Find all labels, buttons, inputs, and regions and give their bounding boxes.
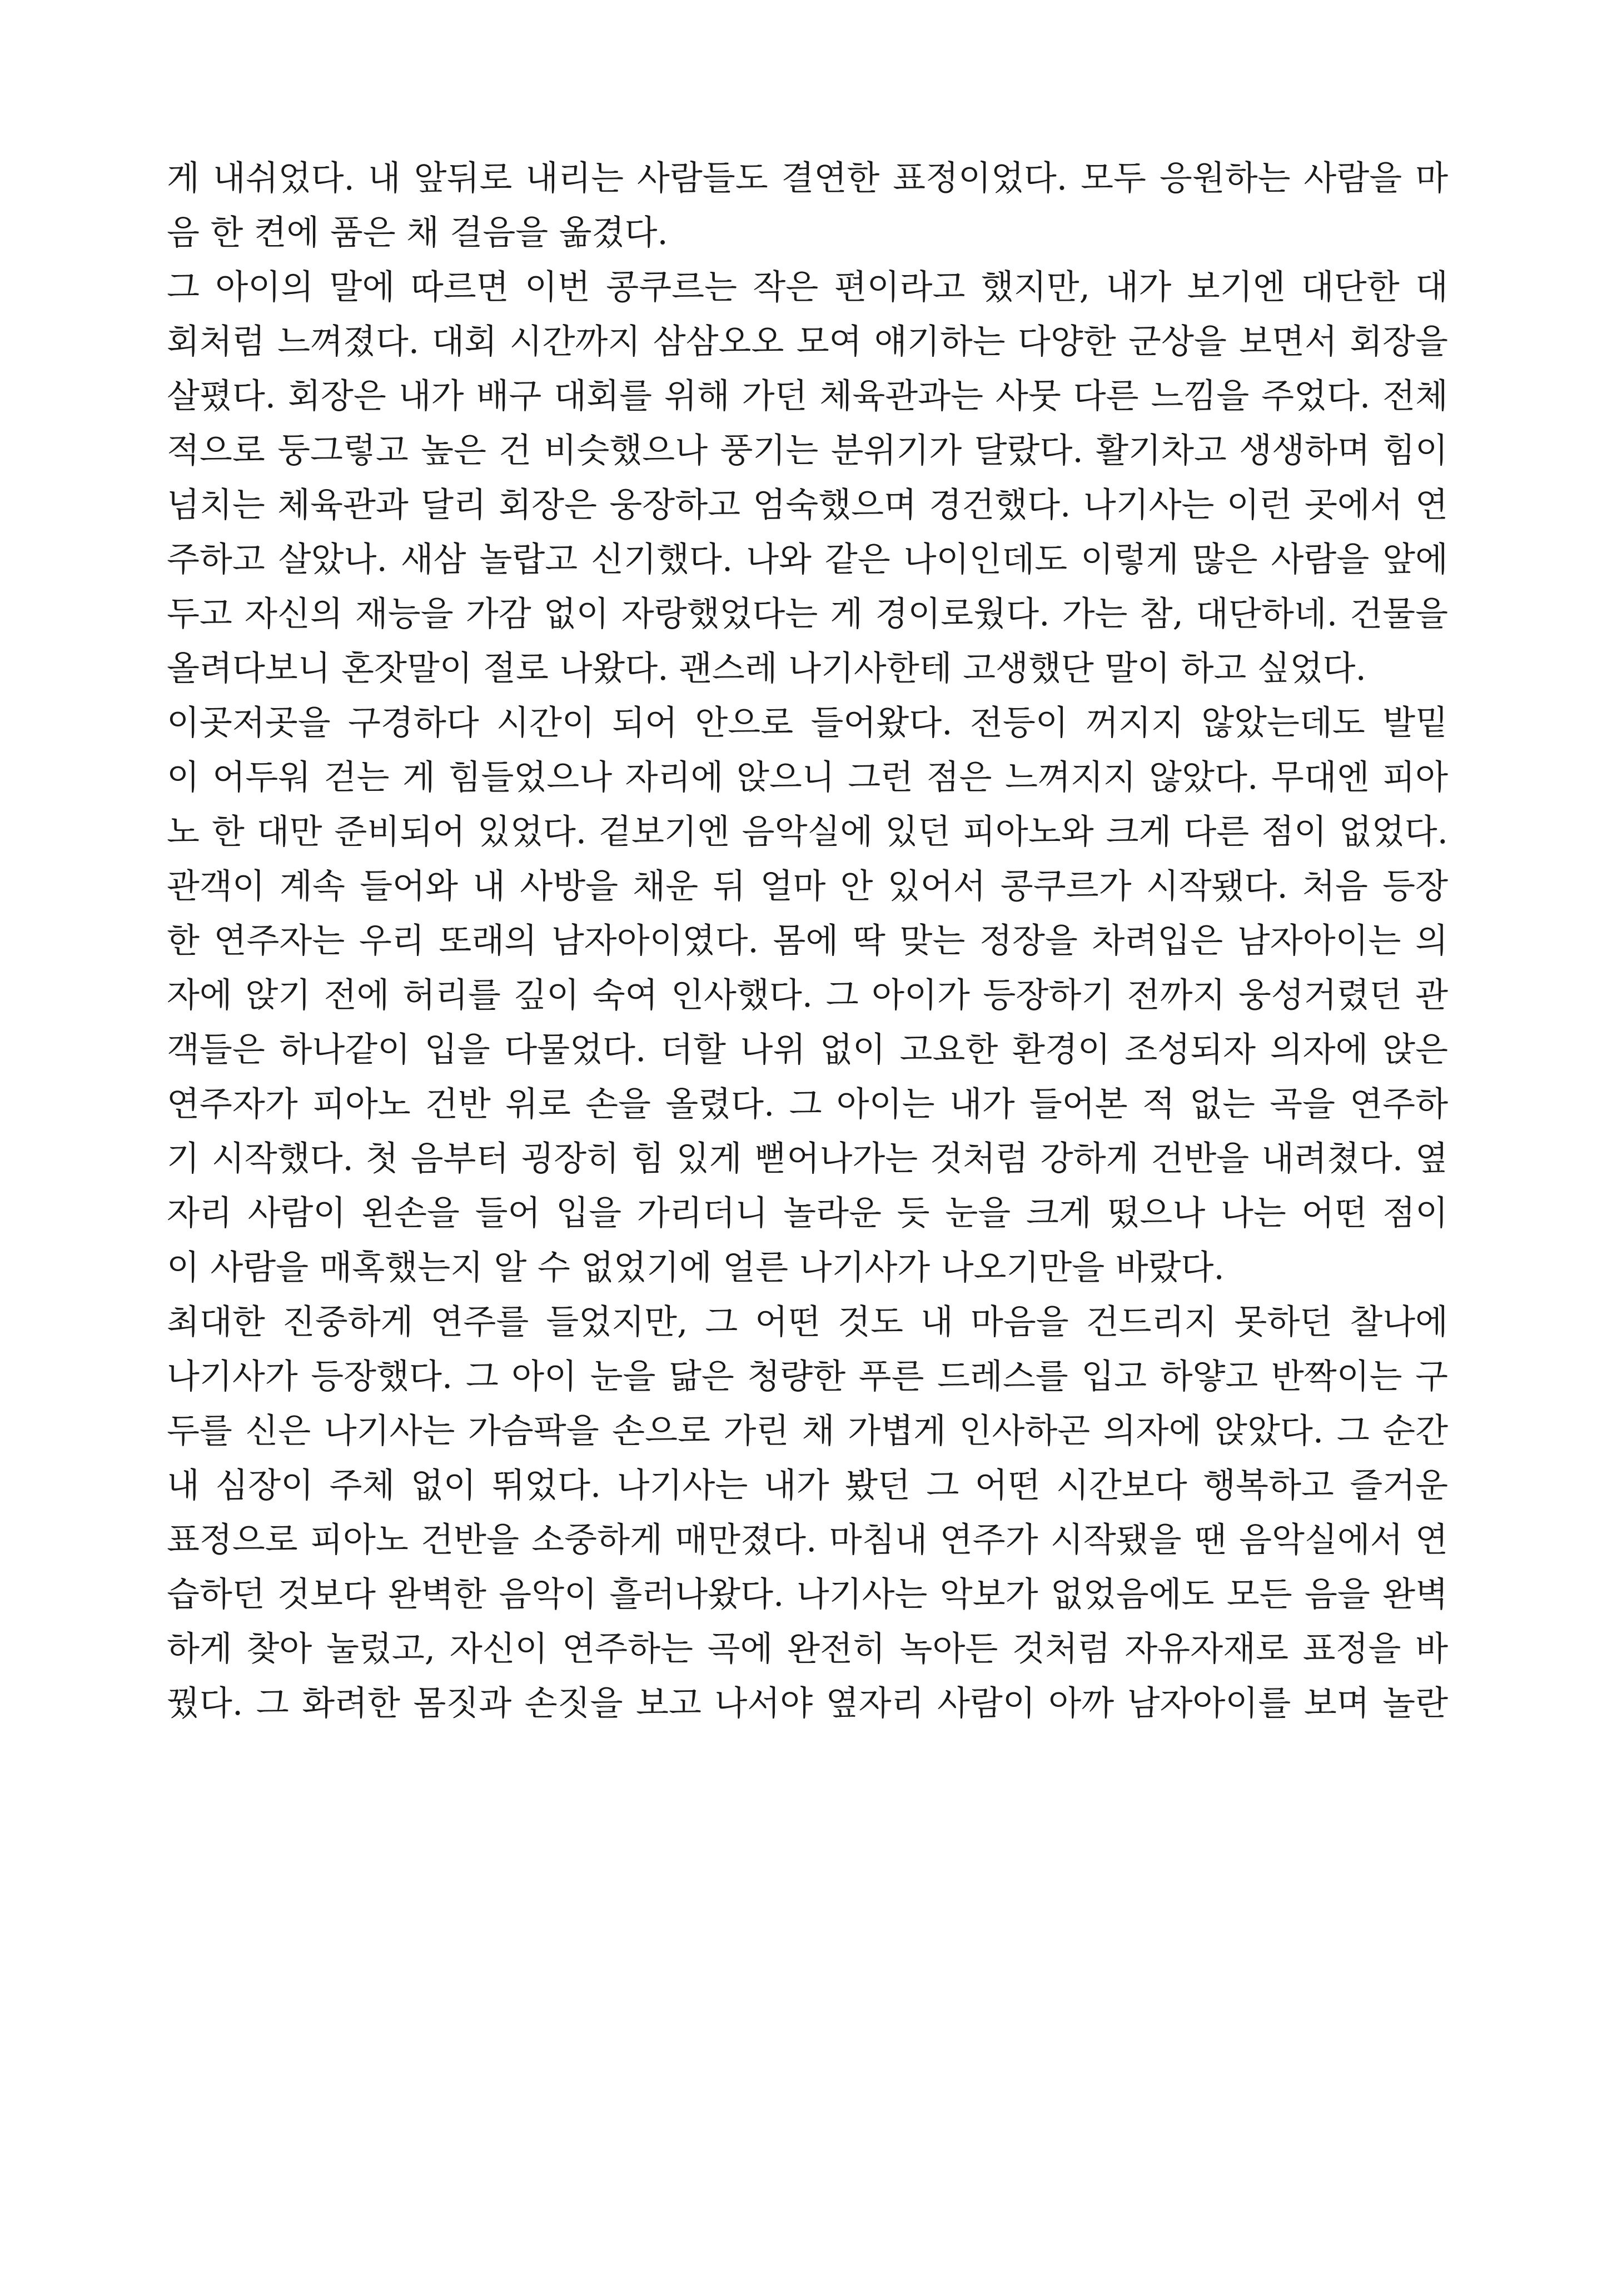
text-line: 이곳저곳을 구경하다 시간이 되어 안으로 들어왔다. 전등이 꺼지지 않았는데도 발밑 [167, 703, 1448, 743]
text-line: 두고 자신의 재능을 가감 없이 자랑했었다는 게 경이로웠다. 가는 참, 대단하네. 건물을 [167, 594, 1448, 634]
text-line: 나기사가 등장했다. 그 아이 눈을 닮은 청량한 푸른 드레스를 입고 하얗고 반짝이는 구 [167, 1357, 1448, 1396]
text-line: 내 심장이 주체 없이 뛰었다. 나기사는 내가 봤던 그 어떤 시간보다 행복하고 즐거운 [167, 1466, 1448, 1505]
text-line: 노 한 대만 준비되어 있었다. 겉보기엔 음악실에 있던 피아노와 크게 다른 점이 없었다. [167, 812, 1448, 851]
text-line: 표정으로 피아노 건반을 소중하게 매만졌다. 마침내 연주가 시작됐을 땐 음악실에서 연 [167, 1520, 1448, 1560]
text-line: 회처럼 느껴졌다. 대회 시간까지 삼삼오오 모여 얘기하는 다양한 군상을 보면서 회장을 [167, 322, 1448, 361]
text-line: 이 어두워 걷는 게 힘들었으나 자리에 앉으니 그런 점은 느껴지지 않았다. 무대엔 피아 [167, 758, 1448, 797]
text-line: 자에 앉기 전에 허리를 깊이 숙여 인사했다. 그 아이가 등장하기 전까지 웅성거렸던 관 [167, 975, 1448, 1015]
text-line: 게 내쉬었다. 내 앞뒤로 내리는 사람들도 결연한 표정이었다. 모두 응원하는 사람을 마 [167, 158, 1448, 198]
text-line: 두를 신은 나기사는 가슴팍을 손으로 가린 채 가볍게 인사하곤 의자에 앉았다. 그 순간 [167, 1411, 1448, 1451]
text-line: 한 연주자는 우리 또래의 남자아이였다. 몸에 딱 맞는 정장을 차려입은 남자아이는 의 [167, 921, 1448, 960]
text-line: 최대한 진중하게 연주를 들었지만, 그 어떤 것도 내 마음을 건드리지 못하던 찰나에 [167, 1302, 1448, 1342]
text-line: 자리 사람이 왼손을 들어 입을 가리더니 놀라운 듯 눈을 크게 떴으나 나는 어떤 점이 [167, 1193, 1448, 1233]
text-line: 넘치는 체육관과 달리 회장은 웅장하고 엄숙했으며 경건했다. 나기사는 이런 곳에서 연 [167, 485, 1448, 525]
body-text [167, 151, 1448, 1731]
text-line: 적으로 둥그렇고 높은 건 비슷했으나 풍기는 분위기가 달랐다. 활기차고 생생하며 힘이 [167, 431, 1448, 470]
text-line: 올려다보니 혼잣말이 절로 나왔다. 괜스레 나기사한테 고생했단 말이 하고 싶었다. [167, 649, 1366, 688]
text-line: 꿨다. 그 화려한 몸짓과 손짓을 보고 나서야 옆자리 사람이 아까 남자아이를 보며 놀란 [167, 1684, 1448, 1723]
text-line: 음 한 켠에 품은 채 걸음을 옮겼다. [167, 213, 668, 252]
text-line: 살폈다. 회장은 내가 배구 대회를 위해 가던 체육관과는 사뭇 다른 느낌을 주었다. 전체 [167, 376, 1448, 416]
text-line: 그 아이의 말에 따르면 이번 콩쿠르는 작은 편이라고 했지만, 내가 보기엔 대단한 대 [167, 267, 1448, 307]
text-line: 주하고 살았나. 새삼 놀랍고 신기했다. 나와 같은 나이인데도 이렇게 많은 사람을 앞에 [167, 540, 1448, 579]
text-line: 객들은 하나같이 입을 다물었다. 더할 나위 없이 고요한 환경이 조성되자 의자에 앉은 [167, 1030, 1448, 1069]
text-line: 하게 찾아 눌렀고, 자신이 연주하는 곡에 완전히 녹아든 것처럼 자유자재로 표정을 바 [167, 1629, 1448, 1669]
text-line: 습하던 것보다 완벽한 음악이 흘러나왔다. 나기사는 악보가 없었음에도 모든 음을 완벽 [167, 1575, 1448, 1614]
text-line: 연주자가 피아노 건반 위로 손을 올렸다. 그 아이는 내가 들어본 적 없는 곡을 연주하 [167, 1084, 1448, 1124]
text-line: 기 시작했다. 첫 음부터 굉장히 힘 있게 뻗어나가는 것처럼 강하게 건반을 내려쳤다. 옆 [167, 1139, 1448, 1178]
text-line: 이 사람을 매혹했는지 알 수 없었기에 얼른 나기사가 나오기만을 바랐다. [167, 1248, 1225, 1287]
text-line: 관객이 계속 들어와 내 사방을 채운 뒤 얼마 안 있어서 콩쿠르가 시작됐다. 처음 등장 [167, 866, 1448, 906]
